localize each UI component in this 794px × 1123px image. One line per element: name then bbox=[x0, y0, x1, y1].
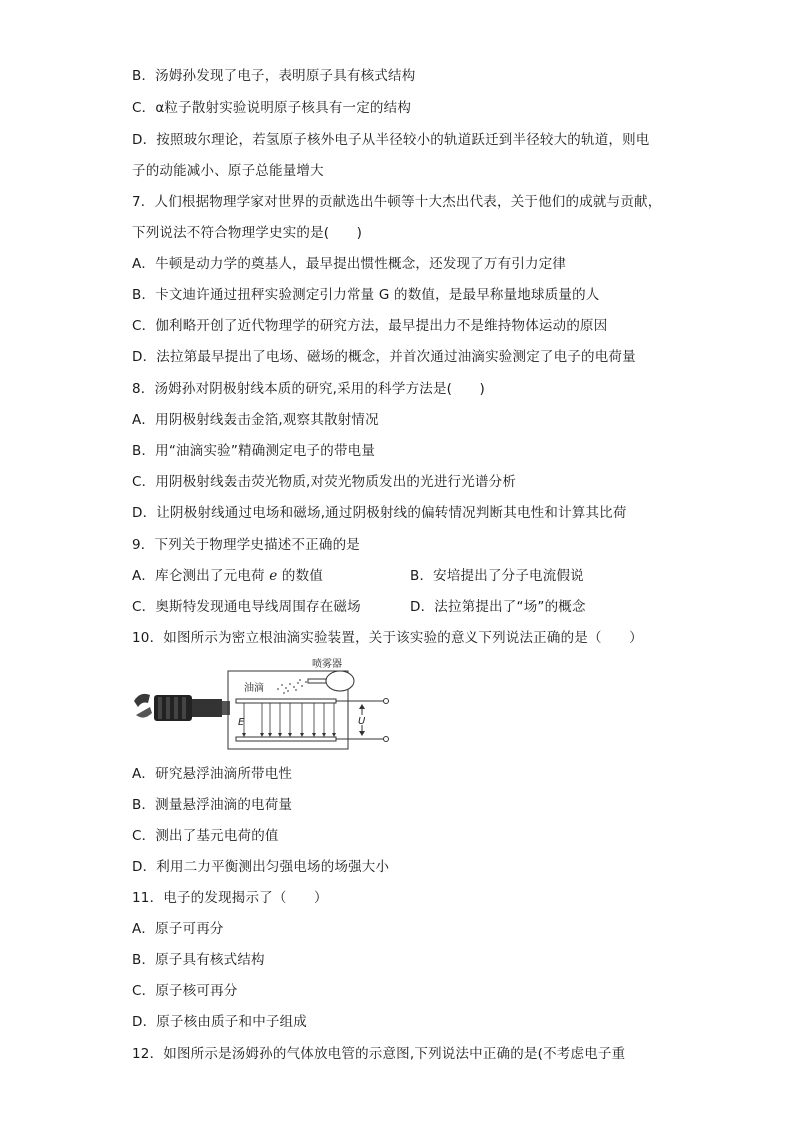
oil-droplets bbox=[277, 679, 307, 694]
q6-option-c: C．α粒子散射实验说明原子核具有一定的结构 bbox=[132, 100, 412, 116]
sprayer-label: 喷雾器 bbox=[312, 659, 342, 670]
q12-stem: 12．如图所示是汤姆孙的气体放电管的示意图,下列说法中正确的是(不考虑电子重 bbox=[132, 1046, 626, 1062]
q11-option-a: A．原子可再分 bbox=[132, 921, 224, 937]
q11-stem: 11．电子的发现揭示了（ ） bbox=[132, 890, 328, 906]
bottom-plate bbox=[236, 737, 336, 741]
field-lines bbox=[244, 703, 334, 735]
q7-stem-line2: 下列说法不符合物理学史实的是( ) bbox=[132, 225, 363, 241]
q8-option-b: B．用“油滴实验”精确测定电子的带电量 bbox=[132, 443, 376, 459]
q7-option-a: A．牛顿是动力学的奠基人，最早提出惯性概念，还发现了万有引力定律 bbox=[132, 256, 567, 272]
q9-option-b: B．安培提出了分子电流假说 bbox=[410, 568, 584, 584]
q10-option-c: C．测出了基元电荷的值 bbox=[132, 828, 279, 844]
q7-stem-line1: 7．人们根据物理学家对世界的贡献选出牛顿等十大杰出代表，关于他们的成就与贡献， bbox=[132, 194, 662, 210]
q8-option-a: A．用阴极射线轰击金箔,观察其散射情况 bbox=[132, 412, 379, 428]
q11-option-c: C．原子核可再分 bbox=[132, 983, 238, 999]
field-label: E bbox=[238, 717, 245, 728]
q8-option-d: D．让阴极射线通过电场和磁场,通过阴极射线的偏转情况判断其电性和计算其比荷 bbox=[132, 505, 627, 521]
terminal-top bbox=[384, 699, 389, 704]
q9-option-d: D．法拉第提出了“场”的概念 bbox=[410, 599, 586, 615]
q9-option-a-variable: e bbox=[269, 568, 278, 584]
q8-stem: 8．汤姆孙对阴极射线本质的研究,采用的科学方法是( ) bbox=[132, 381, 486, 397]
q8-option-c: C．用阴极射线轰击荧光物质,对荧光物质发出的光进行光谱分析 bbox=[132, 474, 517, 490]
field-arrowheads bbox=[242, 733, 336, 737]
q9-stem: 9．下列关于物理学史描述不正确的是 bbox=[132, 537, 360, 553]
q9-option-c: C．奥斯特发现通电导线周围存在磁场 bbox=[132, 599, 361, 615]
q10-option-a: A．研究悬浮油滴所带电性 bbox=[132, 766, 293, 782]
q10-stem: 10．如图所示为密立根油滴实验装置，关于该实验的意义下列说法正确的是（ ） bbox=[132, 630, 643, 646]
microscope-icon bbox=[134, 694, 230, 721]
q11-option-b: B．原子具有核式结构 bbox=[132, 952, 265, 968]
q7-option-d: D．法拉第最早提出了电场、磁场的概念，并首次通过油滴实验测定了电子的电荷量 bbox=[132, 349, 636, 365]
millikan-apparatus-figure bbox=[130, 655, 390, 755]
q10-option-b: B．测量悬浮油滴的电荷量 bbox=[132, 797, 293, 813]
q6-option-d-line2: 子的动能减小、原子总能量增大 bbox=[132, 163, 324, 179]
q6-option-b: B．汤姆孙发现了电子，表明原子具有核式结构 bbox=[132, 68, 416, 84]
terminal-bottom bbox=[384, 737, 389, 742]
sprayer-icon bbox=[308, 671, 354, 691]
q9-option-a: A．库仑测出了元电荷 e 的数值 bbox=[132, 568, 324, 584]
q11-option-d: D．原子核由质子和中子组成 bbox=[132, 1014, 307, 1030]
q10-option-d: D．利用二力平衡测出匀强电场的场强大小 bbox=[132, 859, 390, 875]
q6-option-d-line1: D．按照玻尔理论，若氢原子核外电子从半径较小的轨道跃迁到半径较大的轨道，则电 bbox=[132, 132, 650, 148]
q7-option-b: B．卡文迪许通过扭秤实验测定引力常量 G 的数值，是最早称量地球质量的人 bbox=[132, 287, 600, 303]
oil-label: 油滴 bbox=[244, 683, 264, 694]
top-plate bbox=[236, 699, 336, 703]
q7-option-c: C．伽利略开创了近代物理学的研究方法，最早提出力不是维持物体运动的原因 bbox=[132, 318, 608, 334]
voltage-label: U bbox=[358, 716, 366, 727]
